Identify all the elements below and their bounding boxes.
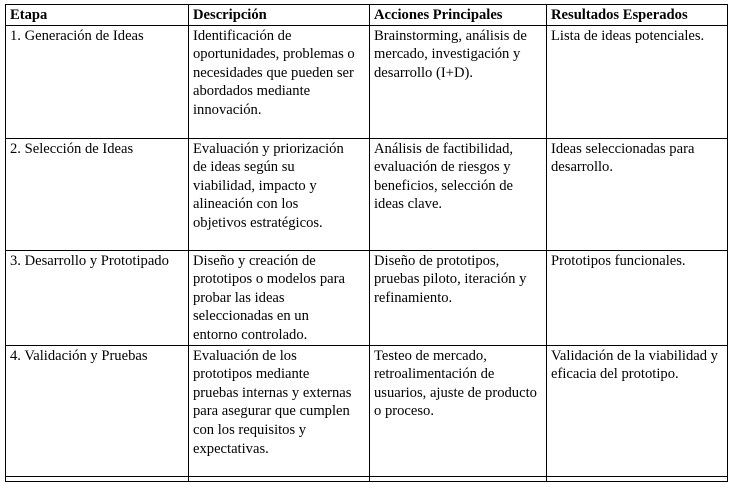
results-cell: Validación de la viabilidad y eficacia del prototipo. [547,345,728,476]
stage-cell: 1. Generación de Ideas [6,25,189,138]
table-row-partial [6,476,728,481]
results-cell: Prototipos funcionales. [547,250,728,345]
results-cell: Lista de ideas potenciales. [547,25,728,138]
description-cell: Evaluación de los prototipos mediante pruebas internas y externas para asegurar que cumplen con los requisitos y expectativas. [189,345,370,476]
table-header-row [6,5,728,26]
header-actions: Acciones Principales [370,5,547,26]
actions-cell: Brainstorming, análisis de mercado, investigación y desarrollo (I+D). [370,25,547,138]
header-description: Descripción [189,5,370,26]
description-cell: Identificación de oportunidades, problemas o necesidades que pueden ser abordados mediante innovación. [189,25,370,138]
header-stage: Etapa [6,5,189,26]
header-results: Resultados Esperados [547,5,728,26]
empty-cell [6,476,189,481]
actions-cell: Análisis de factibilidad, evaluación de riesgos y beneficios, selección de ideas clave. [370,138,547,250]
results-cell: Ideas seleccionadas para desarrollo. [547,138,728,250]
actions-cell: Diseño de prototipos, pruebas piloto, iteración y refinamiento. [370,250,547,345]
table-row [6,25,728,138]
table-row [6,250,728,345]
actions-cell: Testeo de mercado, retroalimentación de usuarios, ajuste de producto o proceso. [370,345,547,476]
stage-cell: 3. Desarrollo y Prototipado [6,250,189,345]
description-cell: Diseño y creación de prototipos o modelos para probar las ideas seleccionadas en un entorno controlado. [189,250,370,345]
innovation-process-table [5,4,728,482]
empty-cell [370,476,547,481]
empty-cell [547,476,728,481]
stage-cell: 4. Validación y Pruebas [6,345,189,476]
stage-cell: 2. Selección de Ideas [6,138,189,250]
table-row [6,138,728,250]
table-row [6,345,728,476]
empty-cell [189,476,370,481]
description-cell: Evaluación y priorización de ideas según su viabilidad, impacto y alineación con los objetivos estratégicos. [189,138,370,250]
